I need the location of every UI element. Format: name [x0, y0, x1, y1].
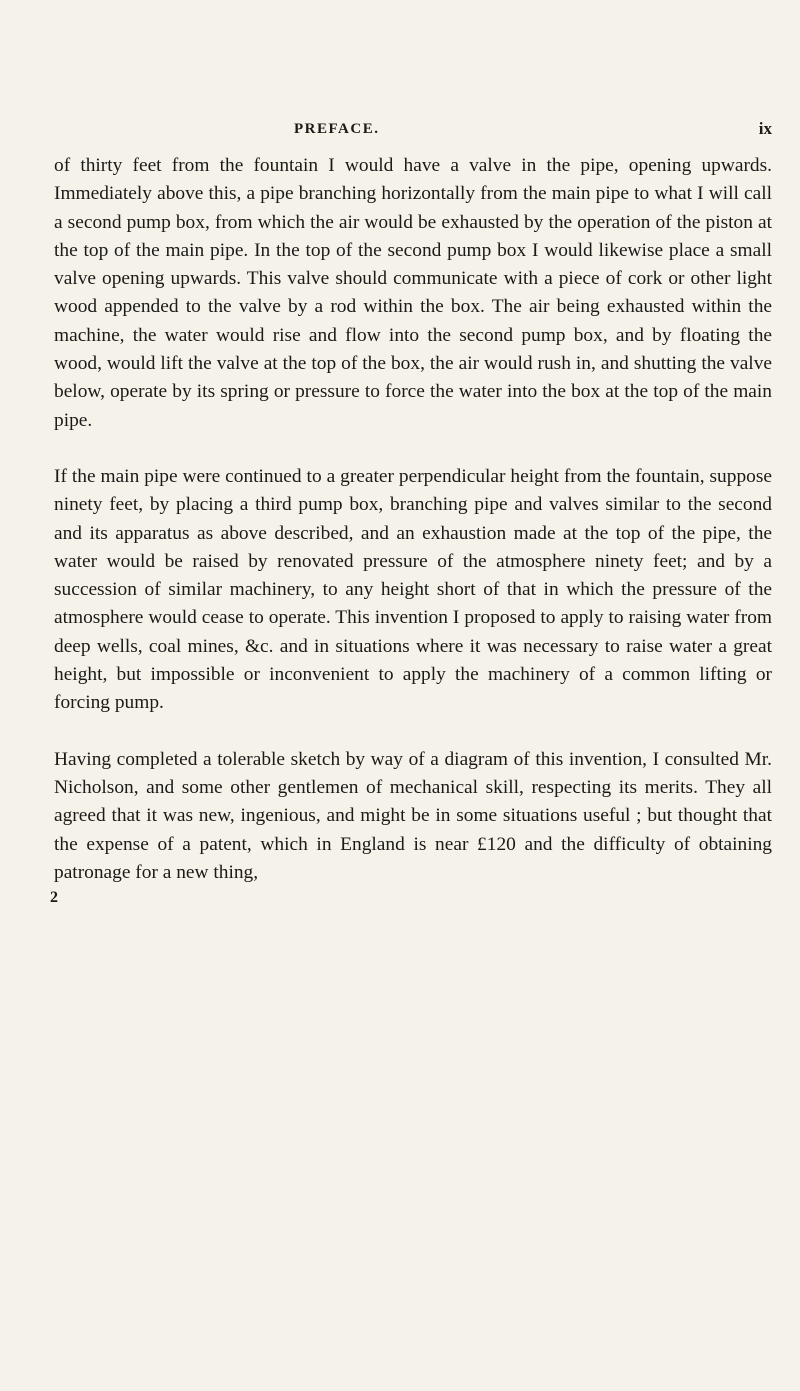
paragraph-1: of thirty feet from the fountain I would have a valve in the pipe, opening upwards. Immediately above this, a pipe branching horizontally from the main pipe to what I will call a second pump box, from which the air would be exhausted by the operation of the piston at the top of the main pipe. In the top of the second pump box I would likewise place a small valve opening upwards. This valve should communicate with a piece of cork or other light wood appended to the valve by a rod within the box. The air being exhausted within the machine, the water would rise and flow into the second pump box, and by floating the wood, would lift the valve at the top of the box, the air would rush in, and shutting the valve below, operate by its spring or pressure to force the water into the box at the top of the main pipe.: [54, 155, 772, 431]
page-number: ix: [758, 119, 772, 138]
signature-mark: 2: [50, 889, 58, 906]
body-text: [54, 152, 772, 887]
running-head: [54, 121, 772, 149]
paragraph-2: If the main pipe were continued to a greater perpendicular height from the fountain, suppose ninety feet, by placing a third pump box, branching pipe and valves similar to the second and its apparatus as above described, and an exhaustion made at the top of the pipe, the water would be raised by renovated pressure of the atmosphere ninety feet; and by a succession of similar machinery, to any height short of that in which the pressure of the atmosphere would cease to operate. This invention I proposed to apply to raising water from deep wells, coal mines, &c. and in situations where it was necessary to raise water a great height, but impossible or inconvenient to apply the machinery of a common lifting or forcing pump.: [54, 465, 772, 714]
running-head-title: PREFACE.: [294, 121, 380, 137]
paragraph-3: Having completed a tolerable sketch by way of a diagram of this invention, I consulted Mr. Nicholson, and some other gentlemen of mechanical skill, respecting its merits. They all agreed that it was new, ingenious, and might be in some situations useful ; but thought that the expense of a patent, which in England is near £120 and the difficulty of obtaining patronage for a new thing,: [54, 748, 772, 883]
